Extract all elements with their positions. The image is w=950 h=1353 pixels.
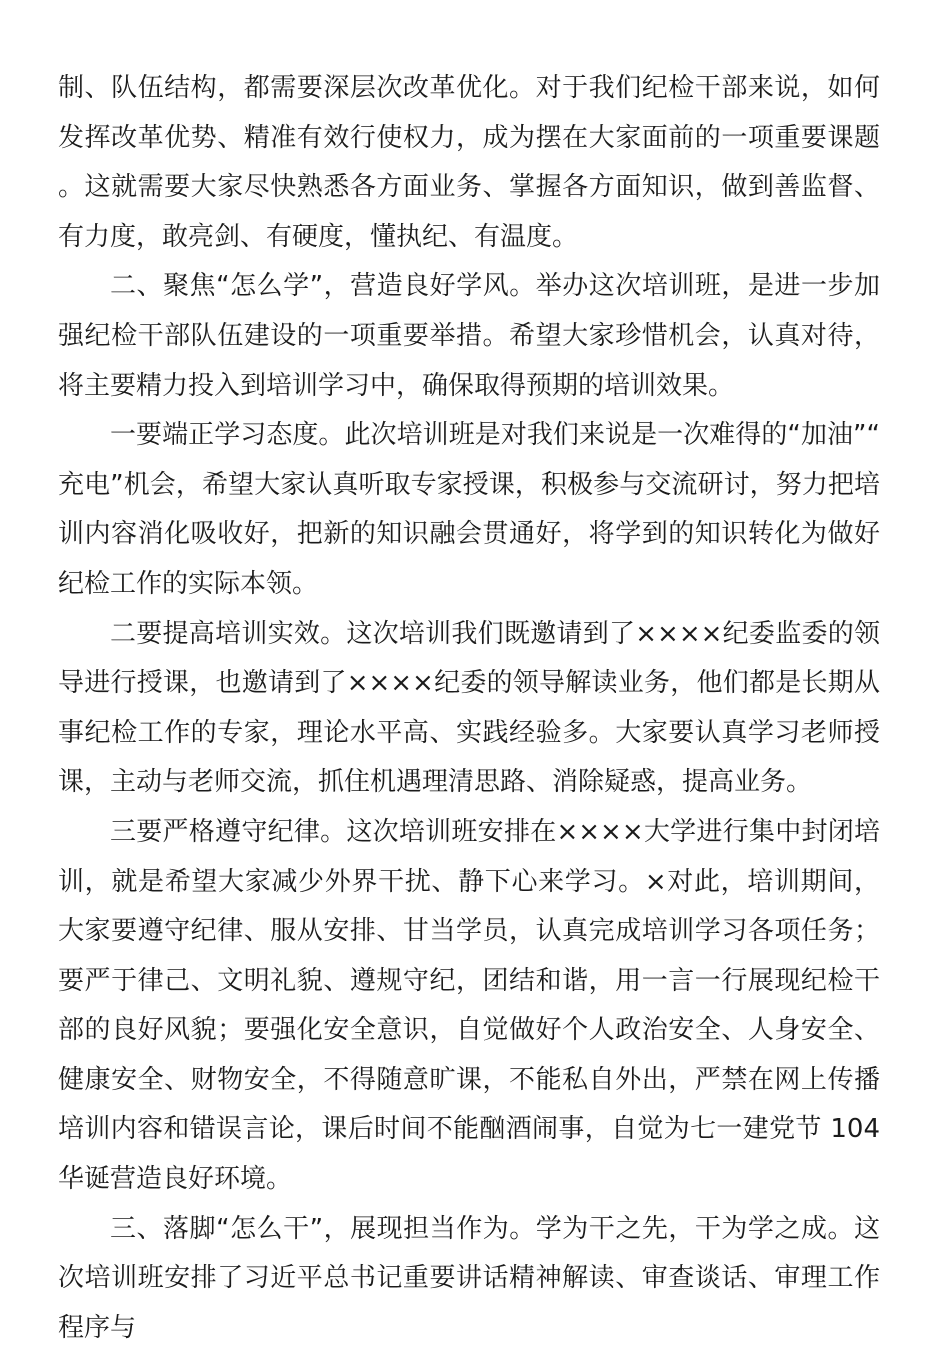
document-body xyxy=(58,64,880,1353)
paragraph-section-two: 二、聚焦“怎么学”，营造良好学风。举办这次培训班，是进一步加强纪检干部队伍建设的一项重要举措。希望大家珍惜机会，认真对待，将主要精力投入到培训学习中，确保取得预期的培训效果。 xyxy=(58,271,880,401)
paragraph-continuation: 制、队伍结构，都需要深层次改革优化。对于我们纪检干部来说，如何发挥改革优势、精准有效行使权力，成为摆在大家面前的一项重要课题。这就需要大家尽快熟悉各方面业务、掌握各方面知识，做到善监督、有力度，敢亮剑、有硬度，懂执纪、有温度。 xyxy=(58,73,880,252)
paragraph-section-three: 三、落脚“怎么干”，展现担当作为。学为干之先，干为学之成。这次培训班安排了习近平总书记重要讲话精神解读、审查谈话、审理工作程序与 xyxy=(58,1213,880,1343)
paragraph-training-effectiveness: 二要提高培训实效。这次培训我们既邀请到了××××纪委监委的领导进行授课，也邀请到了××××纪委的领导解读业务，他们都是长期从事纪检工作的专家，理论水平高、实践经验多。大家要认真学习老师授课，主动与老师交流，抓住机遇理清思路、消除疑惑，提高业务。 xyxy=(58,618,880,798)
paragraph-learning-attitude: 一要端正学习态度。此次培训班是对我们来说是一次难得的“加油”“充电”机会，希望大家认真听取专家授课，积极参与交流研讨，努力把培训内容消化吸收好，把新的知识融会贯通好，将学到的知识转化为做好纪检工作的实际本领。 xyxy=(58,420,880,599)
paragraph-discipline: 三要严格遵守纪律。这次培训班安排在××××大学进行集中封闭培训，就是希望大家减少外界干扰、静下心来学习。×对此，培训期间，大家要遵守纪律、服从安排、甘当学员，认真完成培训学习各项任务；要严于律己、文明礼貌、遵规守纪，团结和谐，用一言一行展现纪检干部的良好风貌；要强化安全意识，自觉做好个人政治安全、人身安全、健康安全、财物安全，不得随意旷课，不能私自外出，严禁在网上传播培训内容和错误言论，课后时间不能酗酒闹事，自觉为七一建党节 104 华诞营造良好环境。 xyxy=(58,816,880,1195)
